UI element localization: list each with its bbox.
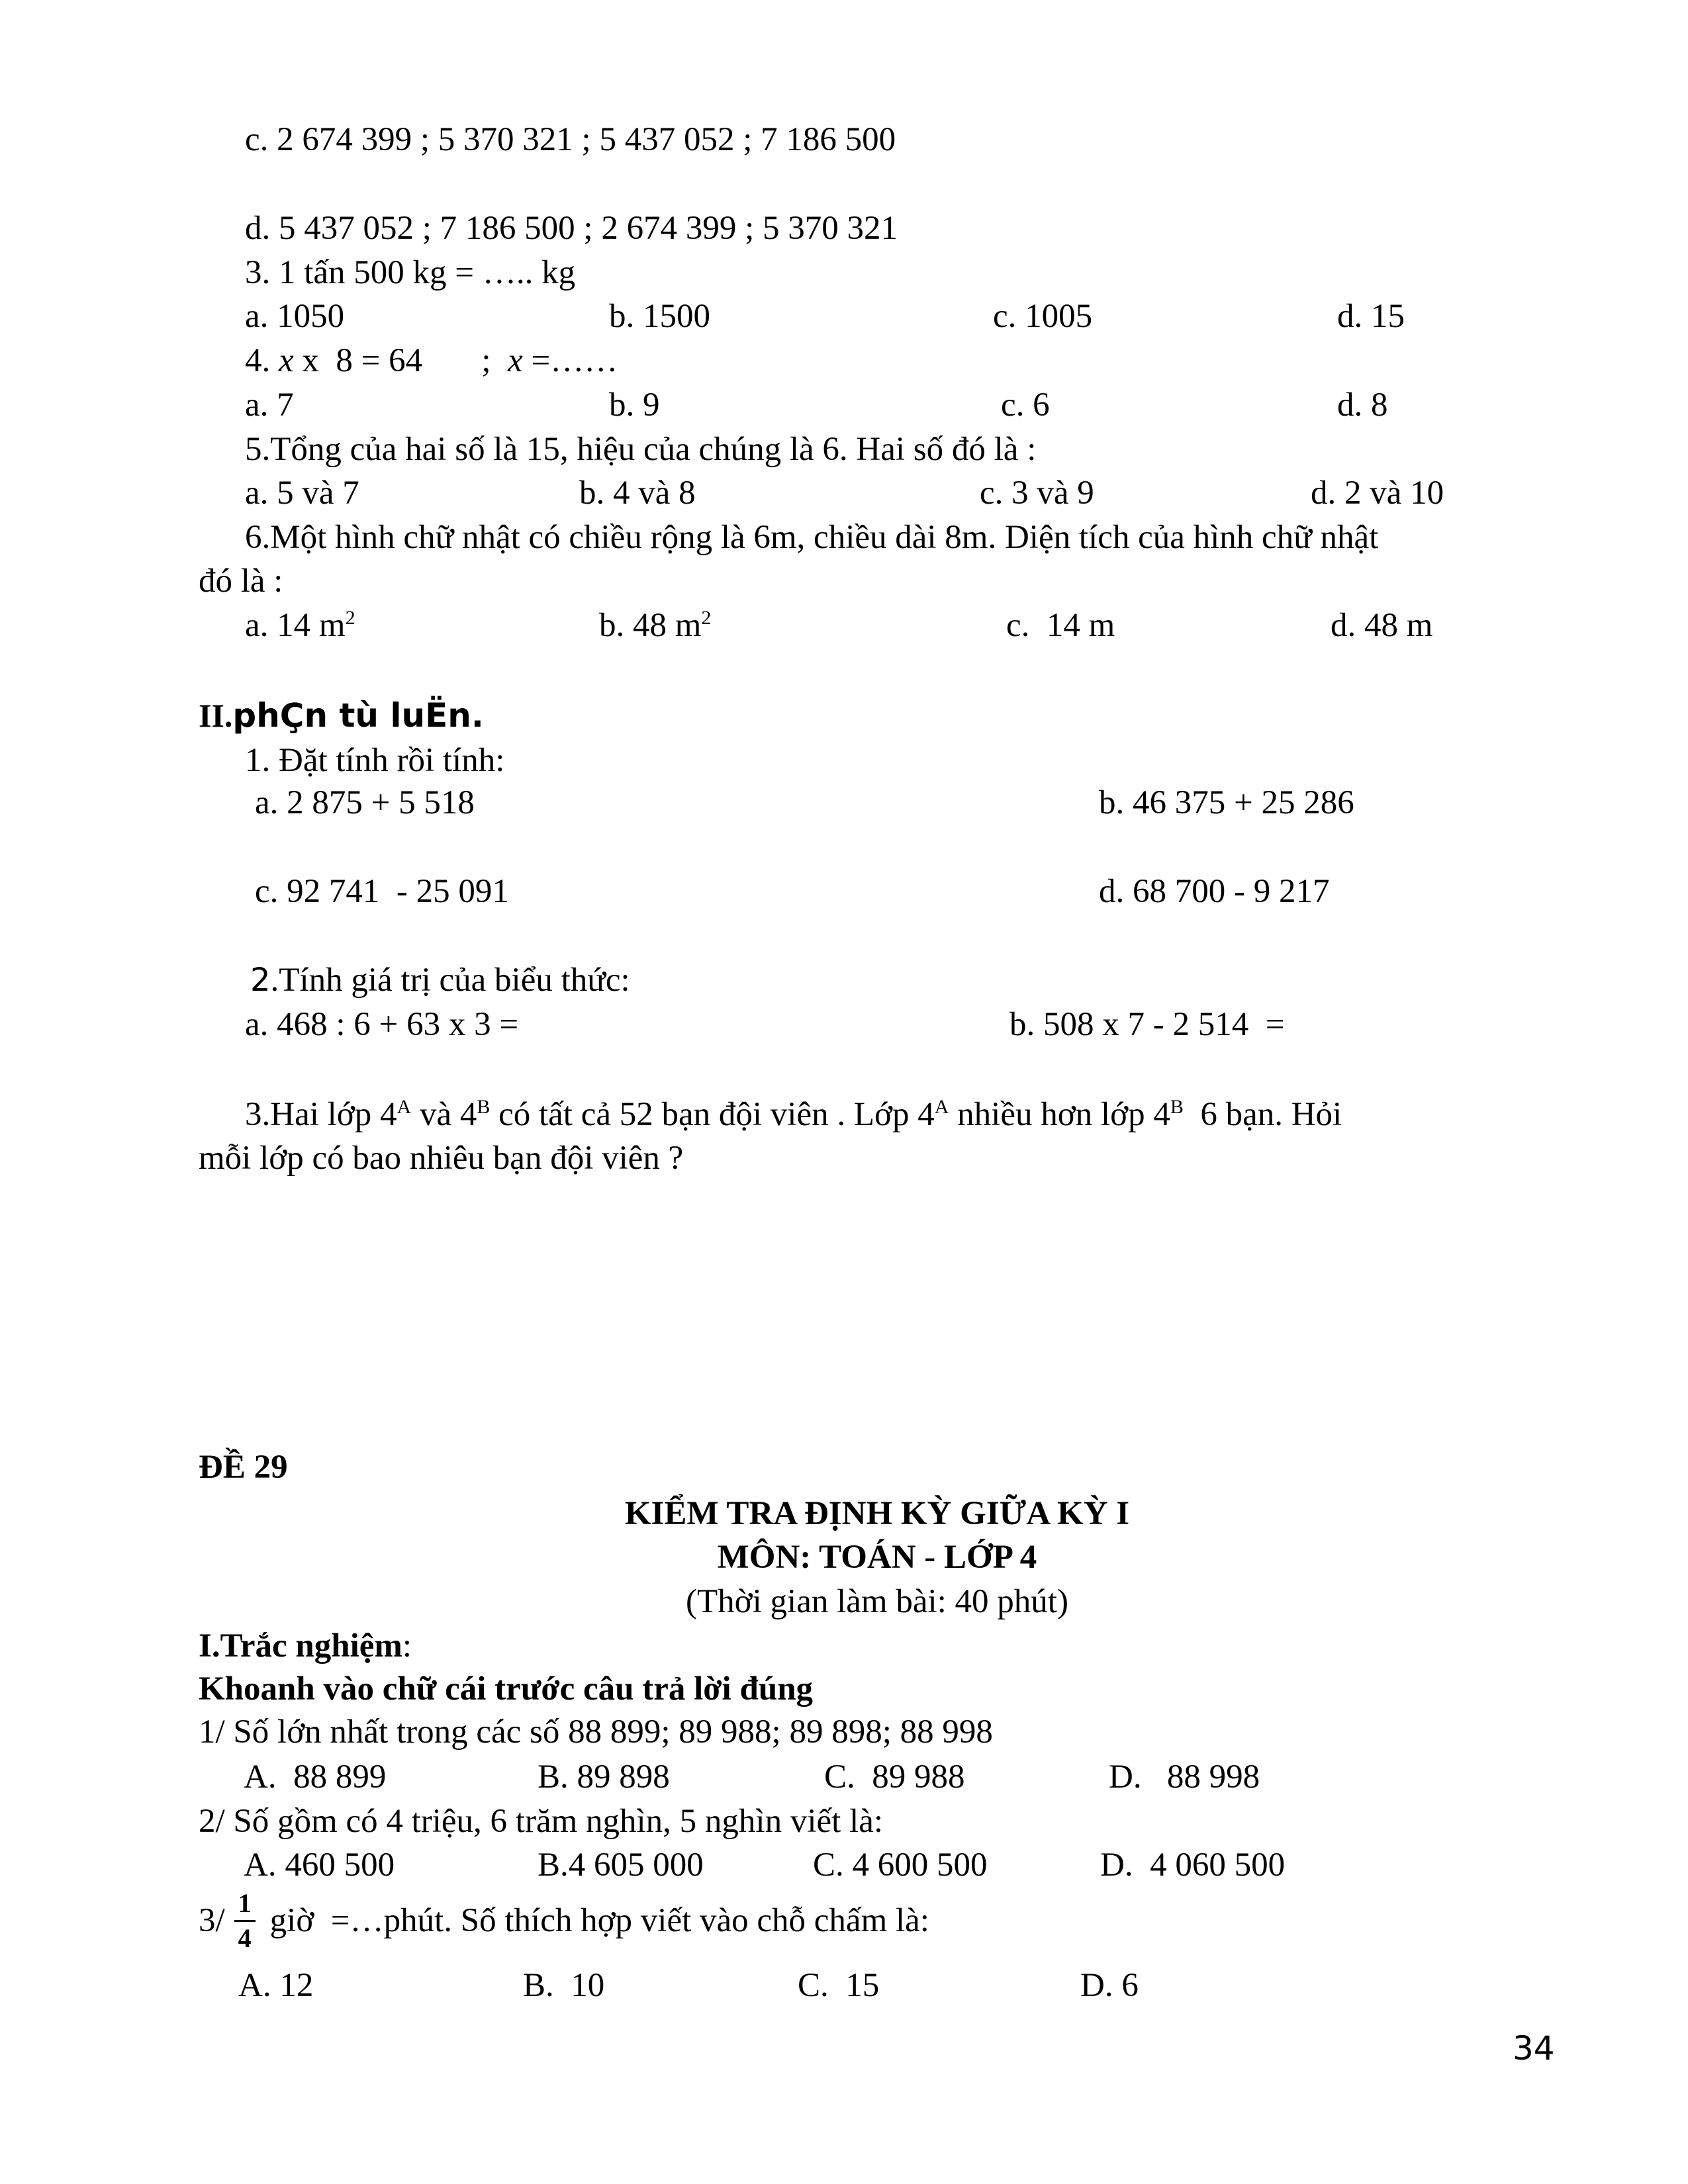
de29-q2-question: 2/ Số gồm có 4 triệu, 6 trăm nghìn, 5 nghìn viết là: [199, 1803, 884, 1840]
de29-q3-option-a: A. 12 [238, 1967, 314, 2004]
essay-section-prefix: II. [199, 697, 233, 734]
essay-q3-part2: và 4 [411, 1096, 477, 1133]
essay-q2-number: 2 [250, 962, 271, 999]
q6-option-c: c. 14 m [1006, 607, 1115, 644]
de29-q1-option-c: C. 89 988 [824, 1758, 965, 1796]
q5-option-c: c. 3 và 9 [980, 475, 1094, 512]
q2-option-c: c. 2 674 399 ; 5 370 321 ; 5 437 052 ; 7 186 500 [245, 121, 896, 158]
essay-section-title: phÇn tù luËn. [232, 696, 484, 735]
de29-q3-number: 3/ [199, 1902, 225, 1939]
q5-option-a: a. 5 và 7 [245, 475, 359, 512]
de29-q1-option-b: B. 89 898 [538, 1758, 670, 1796]
essay-q1-d: d. 68 700 - 9 217 [1099, 873, 1330, 910]
class-sup-b-2: B [1170, 1096, 1184, 1118]
de29-q3-option-b: B. 10 [523, 1967, 605, 2004]
essay-q3-line1 [245, 1098, 1342, 1132]
essay-q3-part1: 3.Hai lớp 4 [245, 1096, 397, 1133]
q6-option-d: d. 48 m [1331, 607, 1433, 644]
essay-q3-part5: 6 bạn. Hỏi [1183, 1096, 1342, 1133]
de29-q3-option-d: D. 6 [1080, 1967, 1139, 2004]
q6-question-line1: 6.Một hình chữ nhật có chiều rộng là 6m, chiều dài 8m. Diện tích của hình chữ nhật [245, 519, 1379, 556]
q5-option-d: d. 2 và 10 [1311, 475, 1444, 512]
de29-q3-text: giờ =…phút. Số thích hợp viết vào chỗ chấm là: [269, 1902, 929, 1939]
q3-question: 3. 1 tấn 500 kg = ….. kg [245, 254, 576, 291]
page-number: 34 [1513, 2029, 1555, 2068]
exam-time: (Thời gian làm bài: 40 phút) [686, 1583, 1068, 1620]
q6-option-a-text: a. 14 m [245, 607, 346, 644]
de29-q3-option-c: C. 15 [798, 1967, 880, 2004]
de29-q1-option-a: A. 88 899 [244, 1758, 387, 1796]
q6-option-b [599, 609, 711, 643]
essay-q2-b: b. 508 x 7 - 2 514 = [1009, 1006, 1285, 1043]
q4-blank: =…… [522, 342, 618, 379]
class-sup-a-2: A [934, 1096, 949, 1118]
class-sup-a: A [397, 1096, 412, 1118]
fraction-denominator: 4 [238, 1923, 252, 1953]
q3-option-c: c. 1005 [993, 298, 1093, 335]
q3-option-a: a. 1050 [245, 298, 345, 335]
essay-q3-part3: có tất cả 52 bạn đội viên . Lớp 4 [490, 1096, 935, 1133]
q6-option-b-sup: 2 [701, 607, 712, 629]
essay-q2-title [250, 964, 630, 997]
essay-q1-title: 1. Đặt tính rồi tính: [245, 742, 505, 779]
mc-section-colon: : [402, 1627, 412, 1664]
q4-equation: x 8 = 64 ; [293, 342, 508, 379]
essay-q2-text: .Tính giá trị của biểu thức: [270, 962, 630, 999]
q4-number: 4. [245, 342, 271, 379]
essay-q3-line2: mỗi lớp có bao nhiêu bạn đội viên ? [199, 1140, 684, 1177]
q6-question-line2: đó là : [199, 563, 283, 600]
q6-option-b-text: b. 48 m [599, 607, 702, 644]
fraction-one-quarter [234, 1889, 256, 1952]
q6-option-a [245, 609, 355, 643]
q4-variable: x [279, 342, 294, 379]
de29-q2-option-b: B.4 605 000 [538, 1846, 704, 1884]
q4-question [245, 344, 618, 378]
de29-q2-option-a: A. 460 500 [244, 1846, 395, 1884]
de29-q1-question: 1/ Số lớn nhất trong các số 88 899; 89 988; 89 898; 88 998 [199, 1713, 993, 1751]
essay-q2-a: a. 468 : 6 + 63 x 3 = [245, 1006, 519, 1043]
q3-option-b: b. 1500 [609, 298, 710, 335]
q6-option-a-sup: 2 [345, 607, 355, 629]
mc-instruction: Khoanh vào chữ cái trước câu trả lời đúng [199, 1670, 814, 1707]
q3-option-d: d. 15 [1337, 298, 1405, 335]
essay-q1-a: a. 2 875 + 5 518 [255, 784, 475, 821]
q4-variable-2: x [508, 342, 523, 379]
essay-q1-b: b. 46 375 + 25 286 [1099, 784, 1354, 821]
de29-q1-option-d: D. 88 998 [1109, 1758, 1260, 1796]
q4-option-c: c. 6 [1001, 387, 1050, 424]
exam-title: KIỂM TRA ĐỊNH KỲ GIỮA KỲ I [624, 1495, 1130, 1532]
essay-q3-part4: nhiều hơn lớp 4 [949, 1096, 1170, 1133]
de29-q2-option-d: D. 4 060 500 [1100, 1846, 1286, 1884]
class-sup-b: B [477, 1096, 491, 1118]
de29-q2-option-c: C. 4 600 500 [813, 1846, 988, 1884]
q5-question: 5.Tổng của hai số là 15, hiệu của chúng là 6. Hai số đó là : [245, 431, 1037, 468]
exam-label: ĐỀ 29 [199, 1449, 288, 1486]
mc-section-title [199, 1629, 412, 1663]
exam-subject: MÔN: TOÁN - LỚP 4 [717, 1539, 1037, 1576]
q5-option-b: b. 4 và 8 [579, 475, 696, 512]
q4-option-d: d. 8 [1337, 387, 1388, 424]
q4-option-a: a. 7 [245, 387, 294, 424]
essay-section-heading [199, 696, 484, 735]
fraction-numerator: 1 [234, 1889, 256, 1922]
q4-option-b: b. 9 [609, 387, 660, 424]
de29-q3-question [199, 1889, 929, 1952]
mc-section-title-text: I.Trắc nghiệm [199, 1627, 402, 1664]
q2-option-d: d. 5 437 052 ; 7 186 500 ; 2 674 399 ; 5 370 321 [245, 210, 898, 247]
essay-q1-c: c. 92 741 - 25 091 [255, 873, 509, 910]
